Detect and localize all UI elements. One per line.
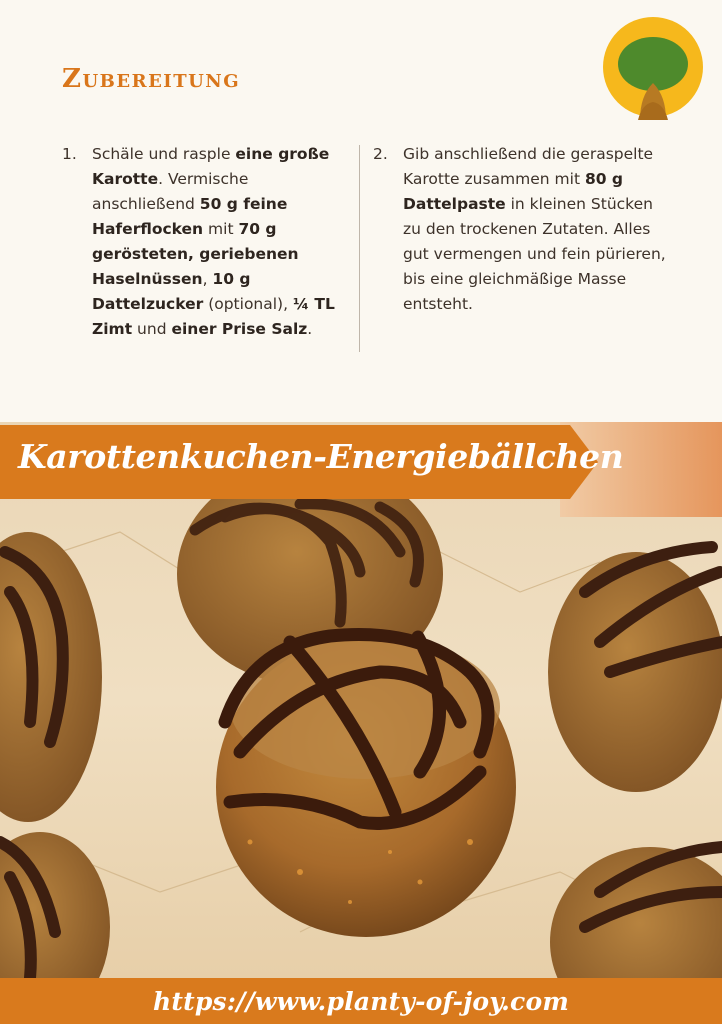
energy-balls-photo	[0, 422, 722, 978]
step-text-part: in kleinen Stücken zu den trockenen Zutaten. Alles gut vermengen und fein pürieren, bis eine gleichmäßige Masse entsteht.	[403, 195, 666, 313]
step-text-bold: 50 g feine Haferflocken	[92, 195, 288, 238]
step-text-part: ,	[202, 270, 213, 288]
recipe-title: Karottenkuchen-Energiebällchen	[18, 437, 624, 476]
step-text-part: (optional),	[203, 295, 293, 313]
recipe-instructions-area	[0, 0, 722, 422]
step-text-bold: 10 g Dattelzucker	[92, 270, 251, 313]
instruction-step-1	[62, 142, 352, 342]
step-text	[403, 142, 673, 317]
step-text-part: . Vermische anschließend	[92, 170, 249, 213]
step-text-bold: 70 g gerösteten, geriebenen Haselnüssen	[92, 220, 299, 288]
instruction-step-2	[373, 142, 673, 317]
website-link[interactable]: https://www.planty-of-joy.com	[152, 987, 570, 1016]
step-text-part: mit	[203, 220, 239, 238]
step-text-bold: einer Prise Salz	[171, 320, 308, 338]
footer-bar	[0, 978, 722, 1024]
step-text-part: Schäle und rasple	[92, 145, 236, 163]
step-text-bold: 80 g Dattelpaste	[403, 170, 624, 213]
column-divider	[359, 145, 360, 352]
step-number: 1.	[62, 145, 77, 163]
step-text-part: Gib anschließend die geraspelte Karotte zusammen mit	[403, 145, 654, 188]
step-text-part: .	[307, 320, 313, 338]
step-text	[92, 142, 352, 342]
step-number: 2.	[373, 145, 388, 163]
step-text-part: und	[132, 320, 172, 338]
step-text-bold: eine große Karotte	[92, 145, 330, 188]
tree-logo-icon	[602, 16, 704, 120]
section-title: Zubereitung	[62, 64, 241, 94]
step-text-bold: ¼ TL Zimt	[92, 295, 335, 338]
